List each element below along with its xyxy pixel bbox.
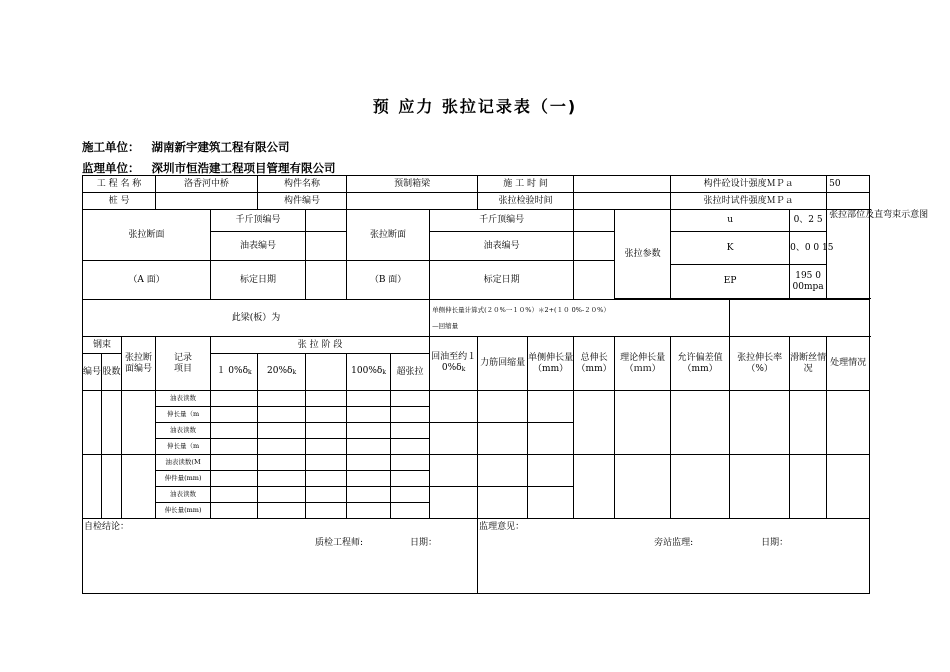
col-strand-count: 股数 <box>102 354 122 391</box>
cell[interactable] <box>258 487 306 503</box>
g1-strand-count[interactable] <box>102 391 122 455</box>
cell[interactable] <box>258 439 306 455</box>
cell[interactable] <box>615 455 671 519</box>
calib-date-a-value[interactable] <box>306 261 347 300</box>
ep-value: 195 0 00mpa <box>790 265 827 299</box>
tension-record-table <box>82 175 929 594</box>
cell[interactable] <box>730 455 790 519</box>
cell[interactable] <box>306 391 347 407</box>
gauge-no-b-label: 油表编号 <box>430 232 574 261</box>
cell[interactable] <box>258 471 306 487</box>
inspection-time-label: 张拉检验时间 <box>478 193 574 210</box>
cell[interactable] <box>528 391 574 423</box>
cell[interactable] <box>528 487 574 519</box>
g1-record-item-3: 油表读数 <box>156 423 211 439</box>
col-strand: 钢束 <box>83 337 122 354</box>
cell[interactable] <box>391 407 430 423</box>
construction-time-label: 施 工 时 间 <box>478 176 574 193</box>
cell[interactable] <box>430 423 478 455</box>
g1-record-item-2: 伸长量（m <box>156 407 211 423</box>
elongation-formula-rest: —回缩量 <box>432 322 459 330</box>
cell[interactable] <box>391 391 430 407</box>
cell[interactable] <box>347 423 391 439</box>
diagram-area <box>827 210 929 299</box>
cell[interactable] <box>306 503 347 519</box>
g2-strand-no[interactable] <box>83 455 102 519</box>
supervision-opinion-label: 监理意见： <box>479 522 525 532</box>
cell[interactable] <box>306 471 347 487</box>
jack-no-b-label: 千斤顶编号 <box>430 210 574 232</box>
cell[interactable] <box>211 407 258 423</box>
col-ext-rate: 张拉伸长率（%） <box>730 337 790 391</box>
cell[interactable] <box>347 439 391 455</box>
cell[interactable] <box>790 391 827 455</box>
cell[interactable] <box>730 391 790 455</box>
cell[interactable] <box>211 391 258 407</box>
cell[interactable] <box>478 391 528 423</box>
ep-label: EP <box>671 265 790 299</box>
supervision-unit-line <box>82 160 336 176</box>
cell[interactable] <box>258 423 306 439</box>
cell[interactable] <box>391 439 430 455</box>
jack-no-b-value[interactable] <box>574 210 615 232</box>
cell[interactable] <box>211 471 258 487</box>
cell[interactable] <box>211 503 258 519</box>
col-stage-20: 20%δk <box>258 354 306 391</box>
g1-section-no[interactable] <box>122 391 156 455</box>
cell[interactable] <box>306 487 347 503</box>
cell[interactable] <box>211 487 258 503</box>
col-stage-100: 100%δk <box>347 354 391 391</box>
cell[interactable] <box>306 407 347 423</box>
site-supervisor-label: 旁站监理: <box>654 538 694 548</box>
gauge-no-b-value[interactable] <box>574 232 615 261</box>
calib-date-b-label: 标定日期 <box>430 261 574 300</box>
g2-record-item-3: 油表读数 <box>156 487 211 503</box>
cell[interactable] <box>671 455 730 519</box>
col-total-ext: 总伸长（mm） <box>574 337 615 391</box>
inspection-time-value[interactable] <box>574 193 671 210</box>
cell[interactable] <box>528 455 574 487</box>
calib-date-a-label: 标定日期 <box>211 261 306 300</box>
g1-record-item-4: 伸长量（m <box>156 439 211 455</box>
g2-strand-count[interactable] <box>102 455 122 519</box>
construction-time-value[interactable] <box>574 176 671 193</box>
diagram-label: 张拉部位及直弯束示意图 <box>829 210 929 220</box>
g2-record-item-4: 伸长量(mm) <box>156 503 211 519</box>
cell[interactable] <box>347 487 391 503</box>
cell[interactable] <box>574 455 615 519</box>
cell[interactable] <box>478 423 528 455</box>
jack-no-a-label: 千斤顶编号 <box>211 210 306 232</box>
col-stage-10: １ 0%δk <box>211 354 258 391</box>
section-a-label: 张拉断面 <box>83 210 211 261</box>
k-value: 0、0 0 15 <box>790 232 827 265</box>
cell[interactable] <box>347 503 391 519</box>
cell[interactable] <box>306 455 347 471</box>
g2-record-item-1: 油表读数(M <box>156 455 211 471</box>
face-a-label: （A 面） <box>83 261 211 300</box>
tension-params-label: 张拉参数 <box>615 210 671 299</box>
cell[interactable] <box>347 455 391 471</box>
u-label: u <box>671 210 790 232</box>
gauge-no-a-value[interactable] <box>306 232 347 261</box>
qc-engineer-label: 质检工程师: <box>315 538 364 548</box>
cell[interactable] <box>790 455 827 519</box>
col-handling: 处理情况 <box>827 337 870 391</box>
beam-label: 此梁(板）为 <box>83 300 430 337</box>
cell[interactable] <box>258 407 306 423</box>
col-section-no: 张拉断面编号 <box>122 337 156 391</box>
calib-date-b-value[interactable] <box>574 261 615 300</box>
cell[interactable] <box>211 423 258 439</box>
project-name-value: 洛香河中桥 <box>156 176 258 193</box>
supervision-unit-label: 监理单位： <box>82 161 140 175</box>
section-b-label: 张拉断面 <box>347 210 430 261</box>
cell[interactable] <box>430 455 478 487</box>
cell[interactable] <box>827 391 870 455</box>
g1-record-item-1: 油表读数 <box>156 391 211 407</box>
cell[interactable] <box>391 487 430 503</box>
project-name-label: 工 程 名 称 <box>83 176 156 193</box>
cell[interactable] <box>347 391 391 407</box>
cell[interactable] <box>430 391 478 423</box>
component-no-value[interactable] <box>347 193 478 210</box>
beam-value[interactable] <box>730 300 870 337</box>
col-over-tension: 超张拉 <box>391 354 430 391</box>
cell[interactable] <box>258 391 306 407</box>
jack-no-a-value[interactable] <box>306 210 347 232</box>
col-stage: 张 拉 阶 段 <box>211 337 430 354</box>
cell[interactable] <box>827 455 870 519</box>
g1-strand-no[interactable] <box>83 391 102 455</box>
cell[interactable] <box>211 455 258 471</box>
cell[interactable] <box>211 439 258 455</box>
cell[interactable] <box>347 471 391 487</box>
col-slip: 滑断丝情况 <box>790 337 827 391</box>
elongation-formula: 单侧伸长量计算式(２０%一１０%）＊2+(１０ 0%-２０%） <box>432 306 610 314</box>
design-strength-value[interactable]: 50 <box>827 176 870 193</box>
gauge-no-a-label: 油表编号 <box>211 232 306 261</box>
cell[interactable] <box>258 503 306 519</box>
cell[interactable] <box>528 423 574 455</box>
col-return-oil: 回油至约１ 0%δk <box>430 337 478 391</box>
page-title: 预 应力 张拉记录表（一) <box>372 97 578 116</box>
construction-unit-value: 湖南新宇建筑工程有限公司 <box>151 140 290 154</box>
k-label: K <box>671 232 790 265</box>
col-rib-shrink: 力筋回缩量 <box>478 337 528 391</box>
cell[interactable] <box>671 391 730 455</box>
design-strength-label: 构件砼设计强度ＭＰａ <box>671 176 827 193</box>
elongation-formula-cell <box>430 300 730 337</box>
face-b-label: （B 面） <box>347 261 430 300</box>
g2-record-item-2: 伸件量(mm) <box>156 471 211 487</box>
cell[interactable] <box>258 455 306 471</box>
cell[interactable] <box>306 423 347 439</box>
component-name-value: 预制箱梁 <box>347 176 478 193</box>
u-value: 0、2 5 <box>790 210 827 232</box>
pile-no-label: 桩 号 <box>83 193 156 210</box>
col-single-ext: 单侧伸长量（mm） <box>528 337 574 391</box>
construction-unit-line <box>82 139 290 155</box>
cell[interactable] <box>574 391 615 455</box>
cell[interactable] <box>430 487 478 519</box>
self-check-label: 自检结论： <box>84 522 130 532</box>
cell[interactable] <box>478 455 528 487</box>
cell[interactable] <box>306 439 347 455</box>
cell[interactable] <box>391 503 430 519</box>
cell[interactable] <box>391 455 430 471</box>
col-allowed-dev: 允许偏差值（mm） <box>671 337 730 391</box>
cell[interactable] <box>347 407 391 423</box>
supervision-date-label: 日期： <box>761 538 789 548</box>
component-no-label: 构件编号 <box>258 193 347 210</box>
supervision-unit-value: 深圳市恒浩建工程项目管理有限公司 <box>151 161 336 175</box>
supervision-opinion-box[interactable] <box>478 519 870 594</box>
component-name-label: 构件名称 <box>258 176 347 193</box>
col-theory-ext: 理论伸长量（ｍｍ） <box>615 337 671 391</box>
cell[interactable] <box>615 391 671 455</box>
self-check-box[interactable] <box>83 519 478 594</box>
cell[interactable] <box>478 487 528 519</box>
construction-unit-label: 施工单位： <box>82 140 140 154</box>
cell[interactable] <box>391 423 430 439</box>
cell[interactable] <box>391 471 430 487</box>
col-record-item: 记录项目 <box>156 337 211 391</box>
self-check-date-label: 日期： <box>410 538 438 548</box>
pile-no-value[interactable] <box>156 193 258 210</box>
g2-section-no[interactable] <box>122 455 156 519</box>
test-strength-value[interactable] <box>827 193 870 210</box>
col-stage-blank <box>306 354 347 391</box>
test-strength-label: 张拉时试件强度ＭＰａ <box>671 193 827 210</box>
col-strand-no: 编号 <box>83 354 102 391</box>
